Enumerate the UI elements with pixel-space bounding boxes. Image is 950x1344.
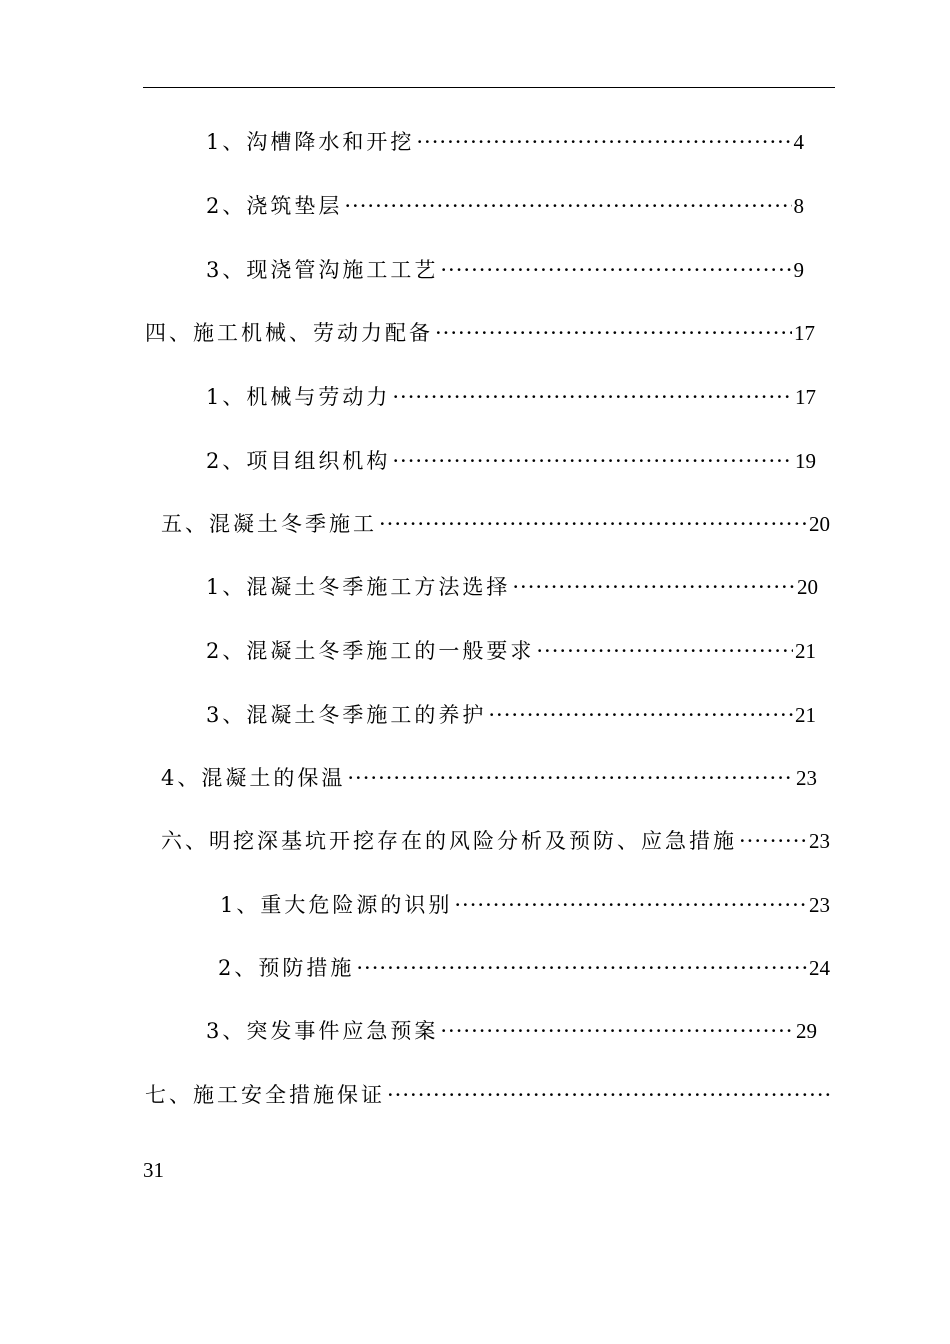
- toc-entry-title: 2、预防措施: [218, 956, 355, 980]
- toc-entry-title: 2、项目组织机构: [206, 449, 391, 473]
- toc-entry[interactable]: [206, 191, 804, 221]
- toc-dot-leader: [387, 1080, 833, 1110]
- toc-entry-title: 3、现浇管沟施工工艺: [206, 258, 439, 282]
- toc-entry-title: 六、明挖深基坑开挖存在的风险分析及预防、应急措施: [161, 829, 737, 853]
- toc-entry-page: 23: [809, 893, 830, 917]
- toc-entry[interactable]: [206, 1016, 817, 1046]
- toc-dot-leader: [454, 890, 807, 920]
- toc-entry-title: 3、突发事件应急预案: [206, 1019, 439, 1043]
- toc-entry-page: 23: [796, 766, 817, 790]
- toc-entry-page: 24: [809, 956, 830, 980]
- toc-entry-title: 4、混凝土的保温: [161, 766, 346, 790]
- toc-entry-page: 17: [794, 321, 815, 345]
- toc-entry-page: 23: [809, 829, 830, 853]
- toc-entry[interactable]: [206, 255, 804, 285]
- toc-entry-title: 3、混凝土冬季施工的养护: [206, 703, 487, 727]
- header-rule: [143, 87, 835, 88]
- toc-entry[interactable]: [161, 763, 817, 793]
- toc-entry[interactable]: [145, 318, 815, 348]
- toc-entry-title: 2、浇筑垫层: [206, 194, 343, 218]
- toc-entry[interactable]: [206, 572, 818, 602]
- toc-entry-title: 1、沟槽降水和开挖: [206, 130, 415, 154]
- toc-entry[interactable]: [206, 446, 816, 476]
- toc-dot-leader: [416, 127, 791, 157]
- toc-entry-title: 1、重大危险源的识别: [220, 893, 453, 917]
- toc-entry-title: 2、混凝土冬季施工的一般要求: [206, 639, 535, 663]
- toc-entry-page: 20: [797, 575, 818, 599]
- toc-entry[interactable]: [220, 890, 830, 920]
- toc-entry[interactable]: [206, 700, 816, 730]
- toc-dot-leader: [512, 572, 795, 602]
- toc-dot-leader: [344, 191, 791, 221]
- toc-entry-page: 29: [796, 1019, 817, 1043]
- toc-entry-page-continued: 31: [143, 1158, 164, 1182]
- toc-dot-leader: [536, 636, 793, 666]
- toc-entry[interactable]: [206, 636, 816, 666]
- toc-entry[interactable]: [161, 509, 830, 539]
- toc-entry[interactable]: [206, 382, 816, 412]
- toc-entry-page: 20: [809, 512, 830, 536]
- toc-dot-leader: [488, 700, 793, 730]
- toc-entry-page: 9: [793, 258, 804, 282]
- toc-entry-title: 七、施工安全措施保证: [145, 1083, 385, 1107]
- toc-entry-title: 四、施工机械、劳动力配备: [145, 321, 433, 345]
- toc-dot-leader: [392, 382, 793, 412]
- toc-dot-leader: [435, 318, 792, 348]
- toc-entry-page: 8: [793, 194, 804, 218]
- toc-entry[interactable]: [161, 826, 830, 856]
- toc-entry[interactable]: [206, 127, 804, 157]
- toc-entry-page: 21: [795, 703, 816, 727]
- toc-entry-page: 17: [795, 385, 816, 409]
- toc-dot-leader: [739, 826, 807, 856]
- toc-dot-leader: [356, 953, 807, 983]
- toc-dot-leader: [392, 446, 793, 476]
- toc-dot-leader: [440, 255, 791, 285]
- toc-entry-page: 21: [795, 639, 816, 663]
- toc-dot-leader: [379, 509, 807, 539]
- toc-entry[interactable]: [145, 1080, 835, 1110]
- toc-entry-title: 1、机械与劳动力: [206, 385, 391, 409]
- toc-dot-leader: [347, 763, 794, 793]
- toc-entry-title: 1、混凝土冬季施工方法选择: [206, 575, 511, 599]
- toc-entry-title: 五、混凝土冬季施工: [161, 512, 377, 536]
- toc-dot-leader: [440, 1016, 794, 1046]
- toc-entry-page: 19: [795, 449, 816, 473]
- toc-entry[interactable]: [218, 953, 830, 983]
- toc-entry-page: 4: [793, 130, 804, 154]
